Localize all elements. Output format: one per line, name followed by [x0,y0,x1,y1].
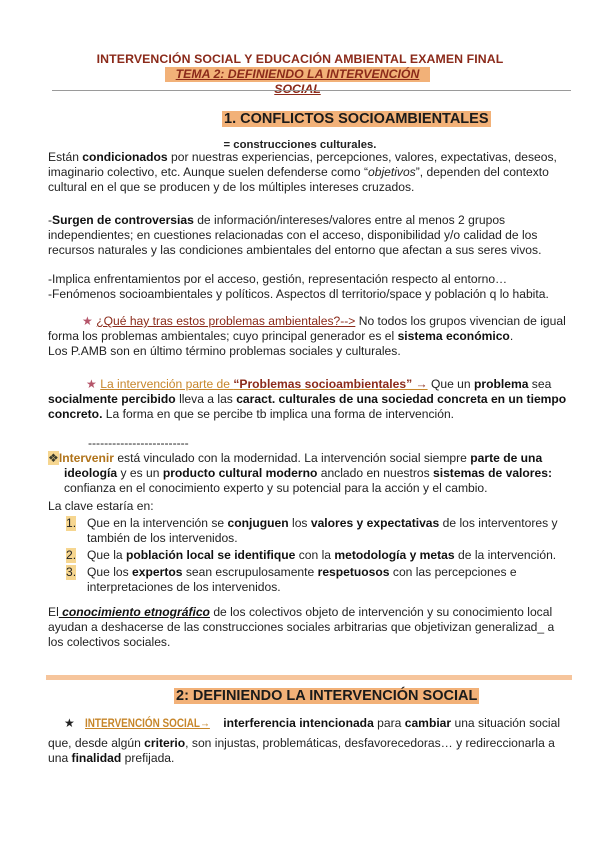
intervencion-parte-link[interactable]: La intervención parte de “Problemas socioambientales” → [100,377,428,391]
paragraph-enfrentamientos: -Implica enfrentamientos por el acceso, gestión, representación respecto al entorno… -Fenómenos socioambientales y políticos. Aspectos dl territorio/space y población q lo habita. [48,272,549,301]
section-separator [46,675,572,680]
section1-heading: 1. CONFLICTOS SOCIOAMBIENTALES [224,111,489,127]
list-item: 2. Que la población local se identifique con la metodología y metas de la intervención. [66,548,557,562]
list-item: 3. Que los expertos sean escrupulosamente respetuosos con las percepciones e interpretaciones de los intervenidos. [66,565,517,594]
section1-heading-wrap [222,109,522,129]
header-divider [52,90,571,91]
document-title: INTERVENCIÓN SOCIAL Y EDUCACIÓN AMBIENTAL EXAMEN FINAL [96,52,504,66]
paragraph-problemas-ambientales: ★ ¿Qué hay tras estos problemas ambientales?--> No todos los grupos vivencian de igual forma los problemas ambientales; cuyo principal generador es el sistema económico. Los P.AMB son en último término problemas sociales y culturales. [48,314,566,358]
intervencion-social-term: INTERVENCIÓN SOCIAL→ [84,716,210,730]
document-subtitle: TEMA 2: DEFINIENDO LA INTERVENCIÓN SOCIAL [165,67,430,82]
dashed-divider: ------------------------- [88,436,189,450]
paragraph-intervenir: ❖Intervenir está vinculado con la modernidad. La intervención social siempre parte de una ideología y es un producto cultural moderno anclado en nuestros sistemas de valores: confianza en el conocimiento experto y su potencial para la acción y el cambio. [48,451,552,495]
section1-subheading: = construcciones culturales. [223,139,377,151]
list-item: 1. Que en la intervención se conjuguen los valores y expectativas de los interventores y también de los intervenidos. [66,516,558,545]
key-list [66,516,576,595]
paragraph-condicionados: Están condicionados por nuestras experiencias, percepciones, valores, expectativas, deseos, imaginario colectivo, etc. Aunque suelen defenderse como “objetivos”, dependen del contexto cultural en el que se producen y de los múltiples intereses cruzados. [48,150,557,194]
paragraph-intervencion-parte: ★ La intervención parte de “Problemas socioambientales” → Que un problema sea socialmente percibido lleva a las caract. culturales de una sociedad concreta en un tiempo concreto. La forma en que se percibe tb implica una forma de intervención. [48,377,567,421]
star-icon: ★ [82,314,93,328]
paragraph-etnografico: El conocimiento etnográfico de los colectivos objeto de intervención y su conocimiento local ayudan a deshacerse de las construcciones sociales arbitrarias que objetivizan generalizad_ a los colectivos sociales. [48,605,555,649]
black-star-icon: ★ [64,716,75,730]
paragraph-intervencion-social: ★ INTERVENCIÓN SOCIAL→ interferencia intencionada para cambiar una situación social que, desde algún criterio, son injustas, problemáticas, desfavorecedoras… y redireccionarla a una finalidad prefijada. [48,716,561,765]
problemas-ambientales-link[interactable]: ¿Qué hay tras estos problemas ambientales?--> [96,314,356,328]
paragraph-controversias: -Surgen de controversias de información/intereses/valores entre al menos 2 grupos independientes; en cuestiones relacionadas con el acceso, disponibilidad y/o calidad de los recursos naturales y las condiciones ambientales del entorno que afectan a sus seres vivos. [48,213,542,257]
diamond-bullet-icon: ❖ [48,451,59,465]
section2-heading: 2: DEFINIENDO LA INTERVENCIÓN SOCIAL [176,688,478,704]
key-intro: La clave estaría en: [48,499,154,513]
star-icon: ★ [86,377,97,391]
section2-heading-wrap [174,686,494,706]
